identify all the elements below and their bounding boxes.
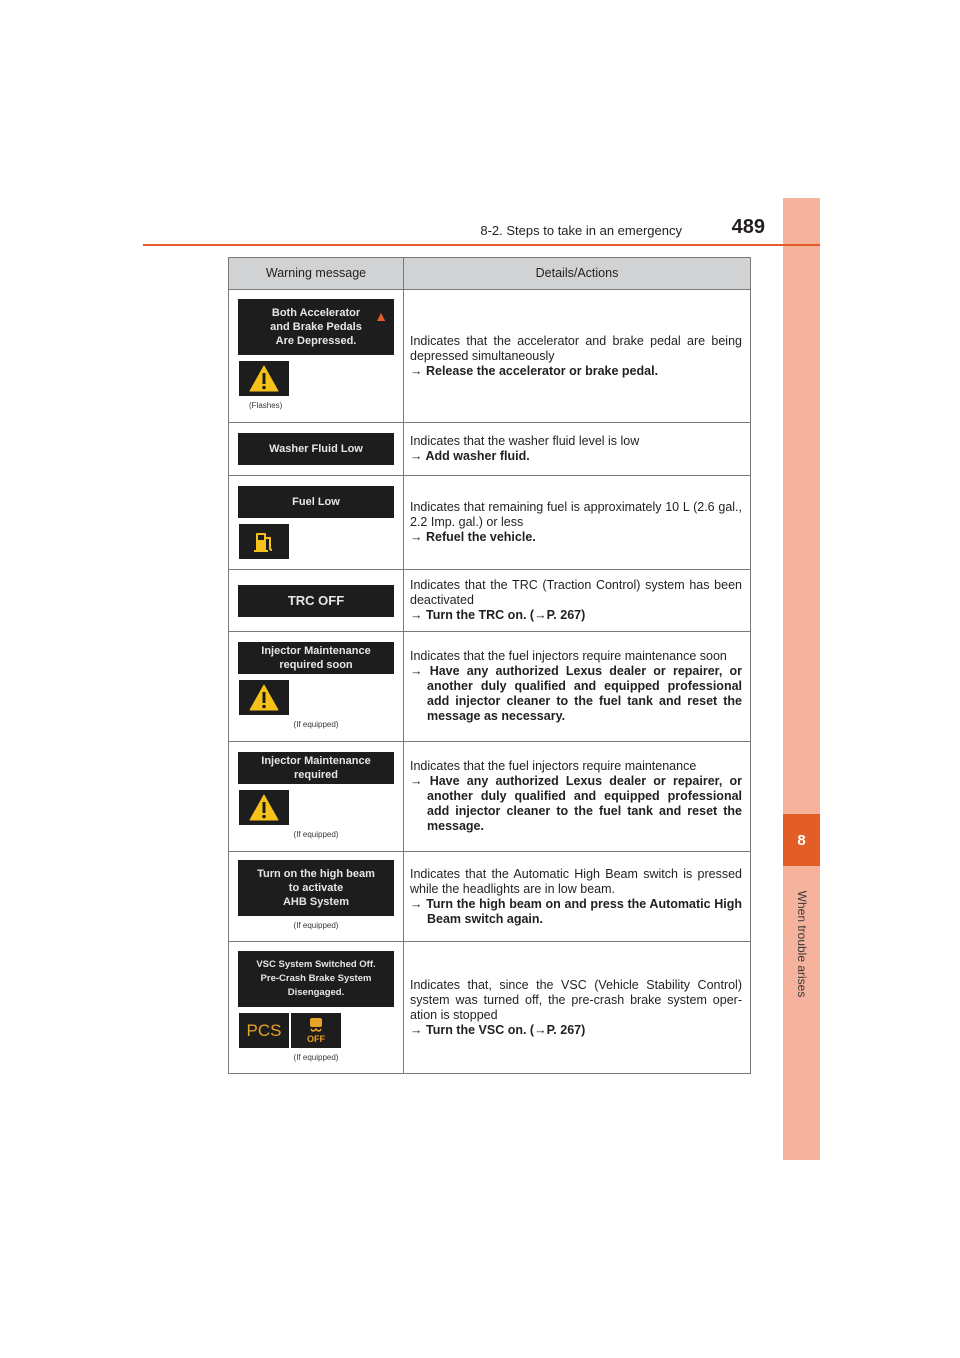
lcd-message: Turn on the high beam to activate AHB System [238,860,394,916]
detail-text: Indicates that the Automatic High Beam switch is pressed while the headlights are in low beam. [410,866,742,896]
caption: (Flashes) [249,401,283,410]
section-title: 8-2. Steps to take in an emergency [480,223,682,238]
detail-text: Indicates that the TRC (Traction Control) system has been deactivated [410,578,742,607]
caption: (If equipped) [293,829,339,839]
detail-text: Indicates that the accelerator and brake pedal are being depressed simultaneously [410,333,742,363]
detail-text: Indicates that remaining fuel is approximately 10 L (2.6 gal., 2.2 Imp. gal.) or less [410,500,742,529]
table-row [229,742,751,852]
warning-light-box [239,790,289,825]
warning-light-box [239,524,289,559]
caption: (If equipped) [293,719,339,729]
warning-light-box [239,361,289,396]
warning-triangle-icon [249,684,279,711]
warning-triangle-icon [249,794,279,821]
detail-text: Indicates that the washer fluid level is low [410,434,640,448]
skid-car-icon [306,1016,326,1034]
lcd-message: VSC System Switched Off. Pre-Crash Brake System Disengaged. [238,951,394,1007]
action-text: → Turn the high beam on and press the Automatic High Beam switch again. [410,896,742,926]
header-rule [143,244,820,246]
table-row [229,423,751,476]
vsc-off-indicator: OFF [291,1013,341,1048]
chapter-label: When trouble arises [795,890,809,998]
detail-text: Indicates that the fuel injectors require maintenance soon [410,649,727,663]
action-text: → Have any authorized Lexus dealer or repairer, or another duly qualified and equipped professional add injector cleaner to the fuel tank and reset the message as necessary. [410,664,742,723]
detail-text: Indicates that, since the VSC (Vehicle Stability Control) system was turned off, the pre-crash brake system oper-ation is stopped [410,977,742,1022]
lcd-message: Injector Maintenance required [238,752,394,784]
lcd-message: Injector Maintenance required soon [238,642,394,674]
column-header-details: Details/Actions [404,258,751,290]
pcs-warning-light: PCS [239,1013,289,1048]
page-number: 489 [731,216,765,238]
table-row [229,290,751,423]
action-text: → Have any authorized Lexus dealer or repairer, or another duly qualified and equipped professional add injector cleaner to the fuel tank and reset the message. [410,774,742,833]
caption: (If equipped) [293,921,339,930]
warning-table [228,257,751,1074]
action-text: → Turn the TRC on. (→P. 267) [410,608,586,622]
warning-light-box [239,680,289,715]
arrow-icon: → [410,608,423,622]
action-text: → Refuel the vehicle. [410,530,536,544]
chapter-number: 8 [783,814,820,866]
lcd-message: Washer Fluid Low [238,433,394,465]
action-text: → Add washer fluid. [410,449,530,463]
table-row [229,476,751,570]
table-row [229,942,751,1074]
arrow-icon: → [410,896,423,911]
action-text: → Turn the VSC on. (→P. 267) [410,1022,586,1037]
arrow-icon: → [410,449,423,463]
caption: (If equipped) [293,1052,339,1062]
chapter-side-tab [783,198,820,1160]
table-row [229,852,751,942]
arrow-icon: → [410,774,423,788]
page-header [143,214,820,244]
fuel-pump-icon [253,530,275,554]
column-header-message: Warning message [229,258,404,290]
detail-text: Indicates that the fuel injectors require maintenance [410,759,697,773]
pedal-warning-icon: ▲ [374,308,388,324]
arrow-icon: → [410,664,423,678]
arrow-icon: → [410,363,423,378]
action-text: → Release the accelerator or brake pedal. [410,363,659,378]
lcd-message: TRC OFF [238,585,394,617]
table-row [229,632,751,742]
lcd-message: Fuel Low [238,486,394,518]
arrow-icon: → [410,1022,423,1037]
table-row [229,570,751,632]
lcd-message: Both Accelerator and Brake Pedals Are Depressed. ▲ [238,299,394,355]
arrow-icon: → [410,530,423,544]
warning-triangle-icon [249,365,279,392]
